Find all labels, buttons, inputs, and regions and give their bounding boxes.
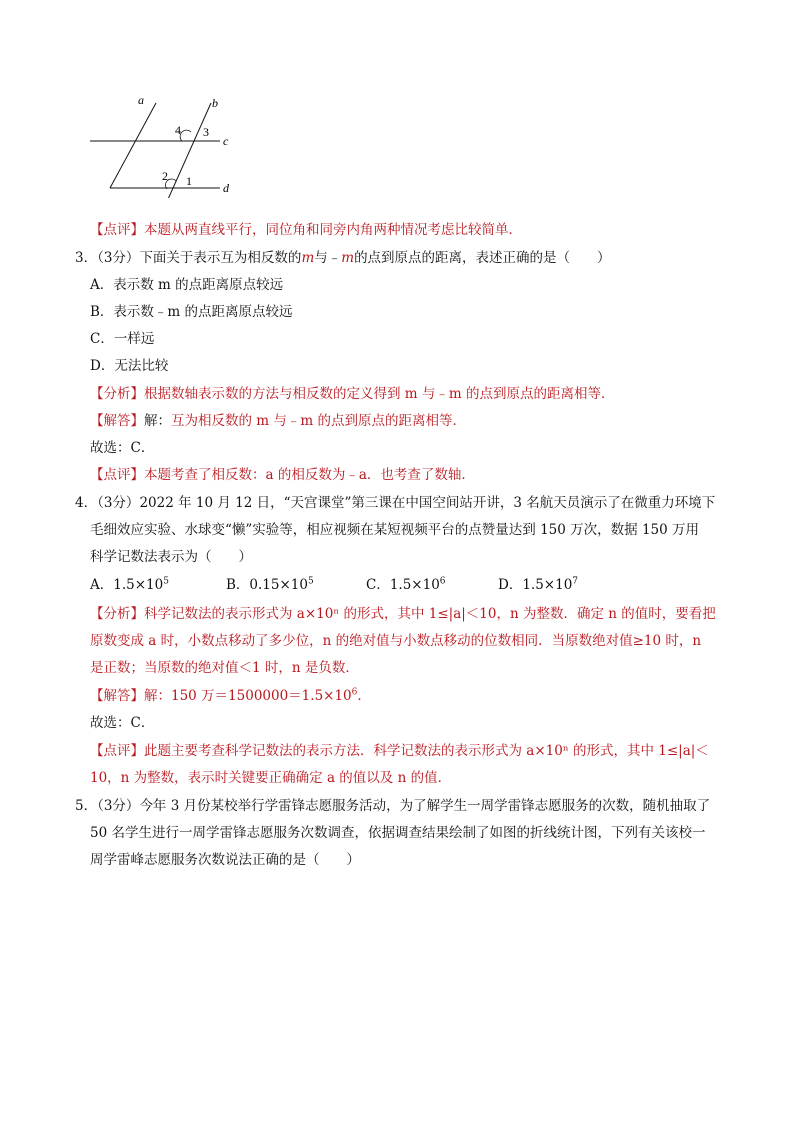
question-3-answer: [90, 411, 466, 431]
question-4-answer: 【解答】解：150 万$=1500000=1.5\times 10^6$．: [90, 687, 371, 704]
question-3-option-c: C．一样远: [90, 331, 155, 347]
question-4-choice: 故选：C．: [90, 715, 155, 731]
question-4-analysis-line-3: 是正数；当原数的绝对值＜1 时，n 是负数．: [90, 660, 359, 676]
stem-text: 下面关于表示互为相反数的: [139, 250, 302, 266]
parallel-lines-figure: [80, 88, 250, 198]
question-5-stem-line-2: 50 名学生进行一周学雷锋志愿服务次数调查，依据调查结果绘制了如图的折线统计图，下列有关该校一: [90, 825, 706, 841]
question-score: （3分）: [97, 250, 140, 266]
question-3-option-b: B．表示数﹣m 的点距离原点较远: [90, 304, 293, 320]
option-a: A．$1.5\times 10^5$: [90, 576, 169, 593]
line-a: [110, 103, 156, 188]
label-angle-4: 4: [175, 123, 181, 137]
stem-var: m: [301, 250, 315, 266]
question-number: 5．: [75, 798, 98, 814]
stem-text: 今年 3 月份某校举行学雷锋志愿服务活动，为了解学生一周学雷锋志愿服务的次数，随机抽取了: [139, 798, 711, 814]
answer-exponent: 6: [351, 687, 358, 698]
stem-text: 2022 年 10 月 12 日，“天宫课堂”第三课在中国空间站开讲，3 名航天员演示了在微重力环境下: [139, 495, 716, 511]
label-a: a: [138, 93, 144, 107]
angle-4-arc: [180, 130, 191, 141]
question-5-stem-line-1: [75, 796, 710, 816]
question-4-comment-line-1: [90, 741, 709, 761]
question-4-stem-line-3: 科学记数法表示为（ ）: [90, 549, 252, 565]
question-score: （3分）: [97, 495, 140, 511]
comment-tag: 【点评】: [90, 222, 144, 238]
question-4-analysis-line-1: [90, 604, 716, 624]
option-d: D．$1.5\times 10^7$: [498, 576, 579, 593]
question-3-stem: [75, 248, 611, 268]
stem-text: 与﹣: [314, 250, 342, 266]
analysis-text: 科学记数法的表示形式为 a×10ⁿ 的形式，其中 1≤|a|＜10，n 为整数．确定 n 的值时，要看把: [144, 606, 716, 622]
question-5-stem-line-3: 周学雷峰志愿服务次数说法正确的是（ ）: [90, 852, 360, 868]
question-3-option-a: A．表示数 m 的点距离原点较远: [90, 277, 284, 293]
analysis-tag: 【分析】: [90, 386, 144, 402]
comment-text: 本题考查了相反数：a 的相反数为﹣a．也考查了数轴．: [144, 467, 475, 483]
stem-text: 的点到原点的距离，表述正确的是（ ）: [354, 250, 611, 266]
question-3-comment: [90, 465, 475, 485]
label-c: c: [223, 134, 229, 148]
question-score: （3分）: [97, 798, 140, 814]
stem-var: m: [341, 250, 355, 266]
question-number: 3．: [75, 250, 98, 266]
question-3-option-d: D．无法比较: [90, 358, 169, 374]
question-number: 4．: [75, 495, 98, 511]
parallel-lines-diagram: [80, 88, 250, 198]
label-angle-2: 2: [162, 169, 168, 183]
comment-tag: 【点评】: [90, 467, 144, 483]
answer-prefix: 解：: [144, 413, 171, 429]
analysis-tag: 【分析】: [90, 606, 144, 622]
comment-text: 此题主要考查科学记数法的表示方法．科学记数法的表示形式为 a×10ⁿ 的形式，其中 1≤|a|＜: [144, 743, 709, 759]
question-3-analysis: [90, 384, 614, 404]
label-angle-3: 3: [203, 125, 209, 139]
question-4-stem-line-1: [75, 493, 715, 513]
comment-tag: 【点评】: [90, 743, 144, 759]
label-b: b: [212, 96, 218, 110]
q2-comment: [90, 220, 522, 240]
answer-text: 互为相反数的 m 与﹣m 的点到原点的距离相等．: [171, 413, 466, 429]
question-4-stem-line-2: 毛细效应实验、水球变“懒”实验等，相应视频在某短视频平台的点赞量达到 150 万次，数据 150 万用: [90, 522, 700, 538]
answer-tag: 【解答】: [90, 413, 144, 429]
comment-text: 本题从两直线平行，同位角和同旁内角两种情况考虑比较简单．: [144, 222, 522, 238]
question-3-choice: 故选：C．: [90, 440, 155, 456]
question-4-options: [90, 575, 578, 595]
question-4-analysis-line-2: 原数变成 a 时，小数点移动了多少位，n 的绝对值与小数点移动的位数相同．当原数绝对值≥10 时，n: [90, 633, 702, 649]
option-c: C．$1.5\times 10^6$: [366, 576, 446, 593]
label-d: d: [223, 181, 229, 195]
answer-text: 解：150 万＝1500000＝1.5×10: [144, 688, 352, 704]
question-4-comment-line-2: 10，n 为整数，表示时关键要正确确定 a 的值以及 n 的值．: [90, 770, 452, 786]
label-angle-1: 1: [186, 174, 192, 188]
answer-tag: 【解答】: [90, 688, 144, 704]
option-b: B．$0.15\times 10^5$: [226, 576, 314, 593]
analysis-text: 根据数轴表示数的方法与相反数的定义得到 m 与﹣m 的点到原点的距离相等．: [144, 386, 615, 402]
